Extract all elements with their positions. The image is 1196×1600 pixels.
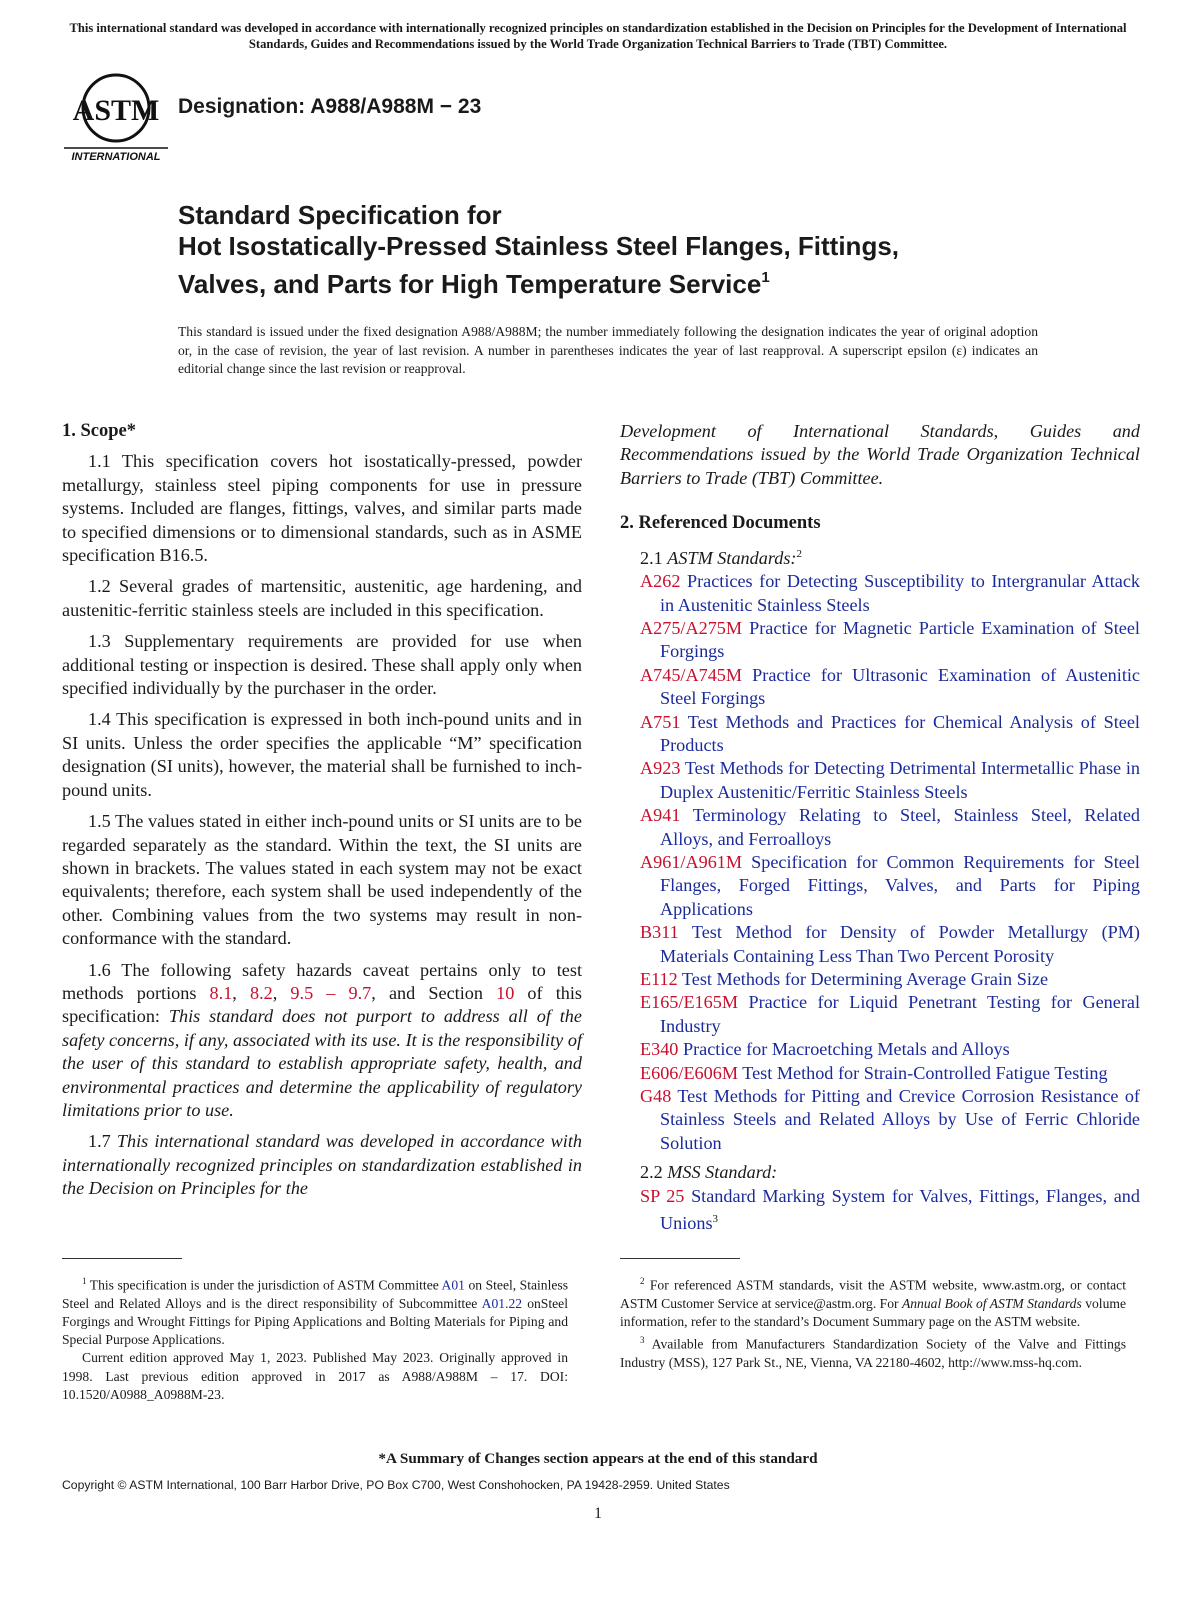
reference-title[interactable]: Test Methods for Pitting and Crevice Corrosion Resistance of Stainless Steels and Related Alloys by Use of Ferric Chloride Solution [660,1086,1140,1153]
title-line-1: Standard Specification for [178,200,502,230]
reference-code[interactable]: E340 [640,1039,679,1060]
comma: , [272,982,291,1003]
para-1-7-num: 1.7 [88,1131,117,1152]
para-1-6-text-c: of this specification: [62,982,583,1027]
title-line-2: Hot Isostatically-Pressed Stainless Steel Flanges, Fittings, [178,231,900,261]
logo-mark: ASTM [72,94,160,127]
reference-code[interactable]: E165/E165M [640,992,739,1013]
reference-item [640,1085,1140,1155]
title-line-3-text: Valves, and Parts for High Temperature Service [178,269,762,299]
reference-item [640,664,1140,711]
footnote-1-text [62,1272,568,1349]
reference-item [640,1062,1140,1085]
fn-text: For referenced ASTM standards, visit the ASTM website, www.astm.org, or contact ASTM Customer Service at service@astm.org. For [620,1277,1126,1311]
sub-num: 2.1 [640,547,668,568]
footnote-divider-left [62,1258,182,1259]
refdocs-heading: 2. Referenced Documents [620,513,821,534]
reference-code[interactable]: B311 [640,922,679,943]
reference-title[interactable]: Standard Marking System for Valves, Fittings, Flanges, and Unions [660,1185,1140,1234]
para-1-1: 1.1 This specification covers hot isostatically-pressed, powder metallurgy, stainless steel piping components for use in pressure systems. Included are flanges, fittings, valves, and similar parts made to specified dimensions or to dimensional standards, such as in ASME specification B16.5. [62,451,582,566]
reference-title[interactable]: Practice for Ultrasonic Examination of Austenitic Steel Forgings [660,664,1140,709]
mss-standard-subheading [640,1161,1140,1184]
para-1-7 [62,1130,582,1200]
astm-standards-subheading [640,543,1140,570]
title-line-3 [178,262,899,300]
footnote-mark: 1 [82,1276,87,1286]
safety-caveat: This standard does not purport to address all of the safety concerns, if any, associated with its use. It is the responsibility of the user of this standard to establish appropriate safety, health, and environmental practices and determine the applicability of regulatory limitations prior to use. [62,1006,582,1120]
footnote-3-text [620,1331,1126,1372]
reference-title[interactable]: Test Method for Strain-Controlled Fatigue Testing [738,1062,1108,1083]
fn-italic: Annual Book of ASTM Standards [901,1295,1082,1311]
reference-footnote-mark: 3 [712,1213,719,1226]
reference-title[interactable]: Terminology Relating to Steel, Stainless Steel, Related Alloys, and Ferroalloys [660,805,1140,849]
reference-item [640,804,1140,851]
link-8-2[interactable]: 8.2 [249,982,273,1003]
left-column [62,420,582,1209]
reference-title[interactable]: Test Methods for Detecting Detrimental Intermetallic Phase in Duplex Austenitic/Ferritic Stainless Steels [660,758,1140,802]
para-1-7-continued: Development of International Standards, Guides and Recommendations issued by the World Trade Organization Technical Barriers to Trade (TBT) Committee. [620,421,1140,488]
copyright: Copyright © ASTM International, 100 Barr Harbor Drive, PO Box C700, West Conshohocken, PA 19428-2959. United States [62,1478,730,1492]
footnote-2-text [620,1272,1126,1331]
reference-title[interactable]: Specification for Common Requirements for Steel Flanges, Forged Fittings, Valves, and Parts for Piping Applications [660,851,1140,919]
comma: , [232,982,250,1003]
reference-code[interactable]: A745/A745M [640,664,743,685]
link-9-5-9-7[interactable]: 9.5 – 9.7 [290,982,372,1003]
sub-label: MSS Standard: [667,1162,778,1183]
scope-heading: 1. Scope* [62,421,136,441]
reference-title[interactable]: Test Method for Density of Powder Metallurgy (PM) Materials Containing Less Than Two Percent Porosity [660,922,1140,966]
reference-code[interactable]: A923 [640,758,681,779]
reference-item [640,757,1140,804]
para-1-6 [62,959,582,1123]
para-1-4: 1.4 This specification is expressed in both inch-pound units and in SI units. Unless the order specifies the applicable “M” specification designation (SI units), however, the material shall be furnished to inch-pound units. [62,709,582,800]
reference-item [640,711,1140,758]
astm-logo [62,68,170,168]
footnote-1 [62,1272,568,1404]
reference-item [640,617,1140,664]
para-1-3: 1.3 Supplementary requirements are provided for use when additional testing or inspection is desired. These shall apply only when specified individually by the purchaser in the order. [62,631,582,699]
reference-title[interactable]: Test Methods for Determining Average Grain Size [677,969,1049,989]
logo-subtext: INTERNATIONAL [71,151,161,163]
reference-item [640,1185,1140,1236]
footnote-mark: 3 [640,1335,645,1346]
reference-title[interactable]: Practice for Macroetching Metals and Alloys [678,1039,1010,1060]
footnote-divider-right [620,1258,740,1259]
para-1-2: 1.2 Several grades of martensitic, austenitic, age hardening, and austenitic-ferritic stainless steels are included in this specification. [62,576,582,620]
mss-reference-list [620,1185,1140,1236]
right-column [620,420,1140,1236]
fn-text: on Steel, Stainless Steel and Related Alloys and is the direct responsibility of Subcommittee [62,1277,568,1311]
para-1-6-text-b: , and Section [371,982,497,1003]
reference-item [640,851,1140,921]
fn-text: onSteel Forgings and Wrought Fittings for Piping Applications and Bolting Materials for Piping and Special Purpose Applications. [62,1295,568,1348]
reference-item [640,1038,1140,1061]
reference-item [640,570,1140,617]
reference-title[interactable]: Test Methods and Practices for Chemical Analysis of Steel Products [660,711,1140,755]
document-title [178,200,899,300]
link-a01-22[interactable]: A01.22 [481,1295,523,1311]
fn-text: Available from Manufacturers Standardization Society of the Valve and Fittings Industry (MSS), 127 Park St., NE, Vienna, VA 22180-4602, http://www.mss-hq.com. [620,1336,1126,1370]
reference-code[interactable]: A751 [640,711,681,732]
reference-title[interactable]: Practice for Liquid Penetrant Testing for General Industry [660,992,1140,1036]
sub-label: ASTM Standards: [667,547,797,568]
para-1-7-text: This international standard was developed in accordance with internationally recognized principles on standardization established in the Decision on Principles for the [62,1131,583,1199]
footnotes-2-3 [620,1272,1126,1372]
reference-item [640,921,1140,968]
summary-of-changes-note: *A Summary of Changes section appears at the end of this standard [378,1450,818,1467]
reference-code[interactable]: A961/A961M [640,851,743,872]
designation: Designation: A988/A988M − 23 [178,95,482,118]
reference-item [640,968,1140,991]
reference-title[interactable]: Practices for Detecting Susceptibility to Intergranular Attack in Austenitic Stainless Steels [660,571,1140,615]
reference-item [640,991,1140,1038]
reference-code[interactable]: A275/A275M [640,617,743,638]
page-number: 1 [594,1505,602,1522]
footnote-mark: 2 [640,1276,645,1286]
reference-code[interactable]: A262 [640,571,681,592]
tbt-notice: This international standard was developed in accordance with internationally recognized principles on standardization established in the Decision on Principles for the Development of International Standards, Guides and Recommendations issued by the World Trade Organization Technical Barriers to Trade (TBT) Committee. [69,21,1127,51]
reference-list [620,570,1140,1155]
link-a01[interactable]: A01 [441,1277,465,1293]
link-8-1[interactable]: 8.1 [209,982,233,1003]
issuance-note: This standard is issued under the fixed designation A988/A988M; the number immediately following the designation indicates the year of original adoption or, in the case of revision, the year of last revision. A number in parentheses indicates the year of last reapproval. A superscript epsilon (ε) indicates an editorial change since the last revision or reapproval. [178,324,1038,376]
reference-code[interactable]: E606/E606M [640,1062,739,1083]
reference-title[interactable]: Practice for Magnetic Particle Examination of Steel Forgings [660,617,1140,662]
fn-text: volume information, refer to the standard’s Document Summary page on the ASTM website. [620,1295,1126,1329]
reference-code[interactable]: G48 [640,1086,672,1107]
fn-text: This specification is under the jurisdiction of ASTM Committee [86,1277,442,1293]
para-1-5: 1.5 The values stated in either inch-pound units or SI units are to be regarded separately as the standard. Within the text, the SI units are shown in brackets. The values stated in each system may not be exact equivalents; therefore, each system shall be used independently of the other. Combining values from the two systems may result in non-conformance with the standard. [62,811,582,949]
footnote-1-edition: Current edition approved May 1, 2023. Published May 2023. Originally approved in 1998. Last previous edition approved in 2017 as A988/A988M – 17. DOI: 10.1520/A0988_A0988M-23. [62,1350,568,1402]
reference-code[interactable]: A941 [640,805,681,826]
title-footnote-mark: 1 [761,269,770,286]
reference-code[interactable]: SP 25 [640,1185,685,1206]
link-section-10[interactable]: 10 [496,982,515,1003]
sub-num: 2.2 [640,1162,668,1183]
reference-code[interactable]: E112 [640,969,678,989]
para-1-6-text: 1.6 The following safety hazards caveat pertains only to test methods portions [62,959,582,1003]
sub-footnote-mark: 2 [796,547,802,560]
